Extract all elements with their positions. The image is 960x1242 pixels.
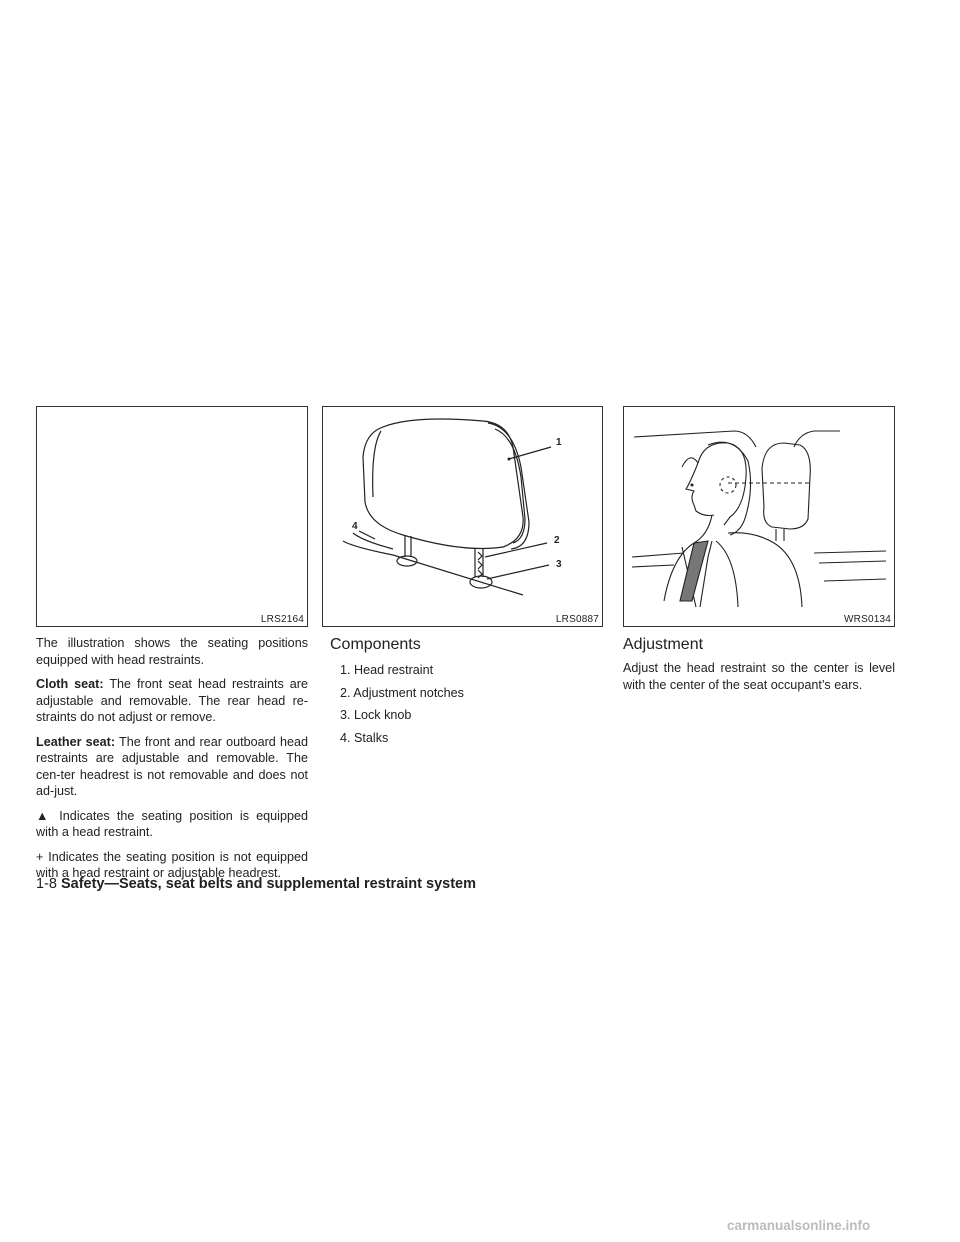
figure-code: WRS0134 xyxy=(844,614,891,625)
callout-2: 2 xyxy=(554,535,560,546)
adjustment-heading: Adjustment xyxy=(623,636,704,653)
callout-4: 4 xyxy=(352,521,358,532)
watermark: carmanualsonline.info xyxy=(727,1218,871,1233)
head-restraint-components-figure xyxy=(322,406,603,627)
leather-seat-paragraph xyxy=(36,734,308,800)
seating-positions-text xyxy=(36,635,308,890)
triangle-text: Indicates the seating position is equipped with a head restraint. xyxy=(36,808,308,839)
triangle-icon: ▲ xyxy=(36,808,53,823)
intro-paragraph: The illustration shows the seating positions equipped with head restraints. xyxy=(36,636,308,667)
adjustment-text-block xyxy=(623,660,895,701)
figure-code: LRS0887 xyxy=(555,614,599,625)
callout-1: 1 xyxy=(556,437,562,448)
head-restraint-adjustment-figure xyxy=(623,406,895,627)
plus-paragraph: + Indicates the seating position is not equipped with a head restraint or adjustable headrest. xyxy=(36,849,308,880)
list-item: 3. Lock knob xyxy=(340,708,412,723)
cloth-seat-label: Cloth seat: xyxy=(36,677,104,691)
list-item: 1. Head restraint xyxy=(340,663,434,677)
cloth-seat-paragraph xyxy=(36,676,308,726)
components-heading: Components xyxy=(330,636,421,653)
callout-3: 3 xyxy=(556,559,562,570)
adjustment-paragraph: Adjust the head restraint so the center is level with the center of the seat occupant’s ears. xyxy=(623,661,895,692)
triangle-paragraph xyxy=(36,808,308,841)
figure-code: LRS2164 xyxy=(260,614,304,625)
components-list xyxy=(340,662,464,753)
leather-seat-text: The front and rear outboard head restraints are adjustable and removable. The cen-ter headrest is not removable and does not ad-just. xyxy=(36,734,308,798)
cloth-seat-text: The front seat head restraints are adjustable and removable. The rear head re-straints do not adjust or remove. xyxy=(36,677,309,724)
leather-seat-label: Leather seat: xyxy=(36,734,116,749)
section-title: Safety—Seats, seat belts and supplemental restraint system xyxy=(60,876,476,892)
list-item: 2. Adjustment notches xyxy=(340,685,464,700)
page-number: 1-8 xyxy=(36,876,57,892)
seating-positions-figure xyxy=(36,406,308,627)
page-footer xyxy=(36,876,476,892)
list-item: 4. Stalks xyxy=(340,731,389,746)
occupant-adjustment-illustration xyxy=(624,407,896,628)
